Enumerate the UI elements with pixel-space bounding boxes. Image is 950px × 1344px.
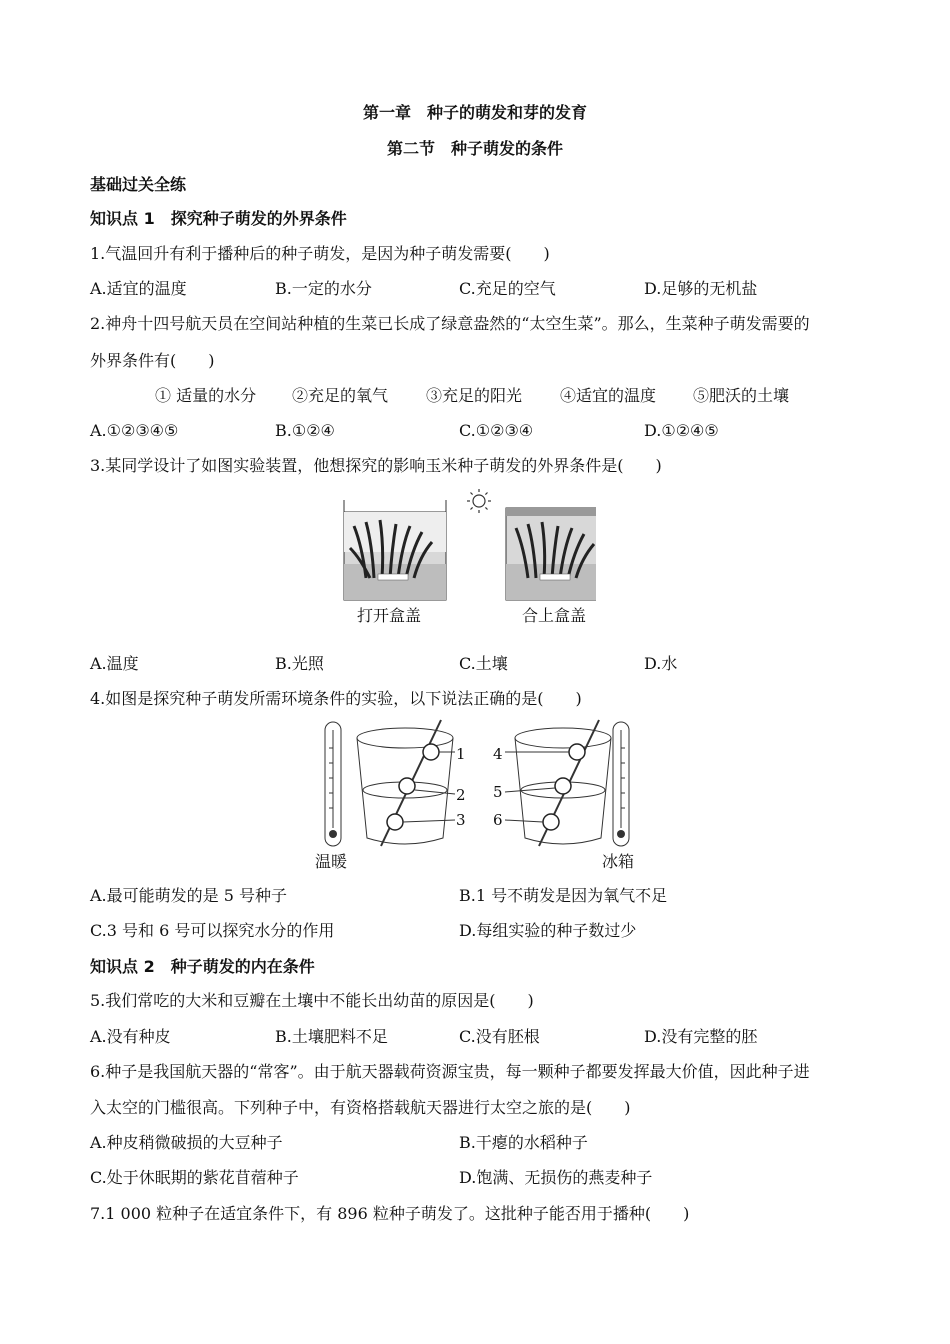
q2-item-1: ① 适量的水分 bbox=[155, 386, 257, 405]
knowledge-point-2: 知识点 2 种子萌发的内在条件 bbox=[90, 957, 315, 976]
q5-option-c: C.没有胚根 bbox=[459, 1027, 540, 1046]
q6-option-a: A.种皮稍微破损的大豆种子 bbox=[90, 1133, 283, 1152]
question-7: 7.1 000 粒种子在适宜条件下，有 896 粒种子萌发了。这批种子能否用于播种( ) bbox=[90, 1204, 690, 1223]
q3-left-caption: 打开盒盖 bbox=[357, 606, 422, 625]
q1-option-d: D.足够的无机盐 bbox=[644, 279, 758, 298]
q1-option-c: C.充足的空气 bbox=[459, 279, 556, 298]
question-2-line-2: 外界条件有( ) bbox=[90, 351, 215, 370]
q4-option-c: C.3 号和 6 号可以探究水分的作用 bbox=[90, 921, 335, 940]
q2-option-b: B.①②④ bbox=[275, 421, 335, 440]
q1-option-a: A.适宜的温度 bbox=[90, 279, 187, 298]
seed-label-6: 6 bbox=[493, 811, 503, 829]
practice-title: 基础过关全练 bbox=[90, 175, 187, 194]
q3-figure bbox=[336, 486, 596, 606]
q6-option-d: D.饱满、无损伤的燕麦种子 bbox=[459, 1168, 653, 1187]
q2-item-3: ③充足的阳光 bbox=[426, 386, 523, 405]
q3-right-caption: 合上盒盖 bbox=[522, 606, 587, 625]
q5-option-a: A.没有种皮 bbox=[90, 1027, 171, 1046]
q3-option-d: D.水 bbox=[644, 654, 678, 673]
question-6-line-2: 入太空的门槛很高。下列种子中，有资格搭载航天器进行太空之旅的是( ) bbox=[90, 1098, 631, 1117]
q5-option-d: D.没有完整的胚 bbox=[644, 1027, 758, 1046]
left-seeds bbox=[387, 744, 439, 830]
q4-option-b: B.1 号不萌发是因为氧气不足 bbox=[459, 886, 668, 905]
q2-item-5: ⑤肥沃的土壤 bbox=[693, 386, 790, 405]
q4-figure bbox=[315, 718, 635, 850]
seed-label-1: 1 bbox=[456, 745, 466, 763]
thermometer-icon bbox=[325, 722, 341, 846]
q2-item-4: ④适宜的温度 bbox=[560, 386, 657, 405]
question-1: 1.气温回升有利于播种后的种子萌发，是因为种子萌发需要( ) bbox=[90, 244, 550, 263]
closed-box-photo bbox=[506, 508, 596, 600]
seed-label-5: 5 bbox=[493, 783, 503, 801]
sun-icon bbox=[467, 489, 491, 513]
q2-item-2: ②充足的氧气 bbox=[292, 386, 389, 405]
right-seeds bbox=[543, 744, 585, 830]
q6-option-c: C.处于休眠期的紫花苜蓿种子 bbox=[90, 1168, 299, 1187]
thermometer-icon bbox=[613, 722, 629, 846]
q3-option-b: B.光照 bbox=[275, 654, 324, 673]
question-5: 5.我们常吃的大米和豆瓣在土壤中不能长出幼苗的原因是( ) bbox=[90, 991, 534, 1010]
open-box-photo bbox=[344, 500, 446, 600]
knowledge-point-1: 知识点 1 探究种子萌发的外界条件 bbox=[90, 209, 347, 228]
q1-option-b: B.一定的水分 bbox=[275, 279, 372, 298]
seed-label-4: 4 bbox=[493, 745, 503, 763]
question-4: 4.如图是探究种子萌发所需环境条件的实验，以下说法正确的是( ) bbox=[90, 689, 582, 708]
seed-label-3: 3 bbox=[456, 811, 466, 829]
q4-option-a: A.最可能萌发的是 5 号种子 bbox=[90, 886, 287, 905]
q2-option-d: D.①②④⑤ bbox=[644, 421, 719, 440]
section-title: 第二节 种子萌发的条件 bbox=[386, 139, 563, 158]
q6-option-b: B.干瘪的水稻种子 bbox=[459, 1133, 588, 1152]
chapter-title: 第一章 种子的萌发和芽的发育 bbox=[362, 103, 587, 122]
question-2-line-1: 2.神舟十四号航天员在空间站种植的生菜已长成了绿意盎然的“太空生菜”。那么，生菜种子萌发需要的 bbox=[90, 314, 810, 333]
q2-option-c: C.①②③④ bbox=[459, 421, 534, 440]
q3-option-c: C.土壤 bbox=[459, 654, 508, 673]
question-3: 3.某同学设计了如图实验装置，他想探究的影响玉米种子萌发的外界条件是( ) bbox=[90, 456, 662, 475]
q4-option-d: D.每组实验的种子数过少 bbox=[459, 921, 637, 940]
q3-option-a: A.温度 bbox=[90, 654, 139, 673]
q5-option-b: B.土壤肥料不足 bbox=[275, 1027, 388, 1046]
seed-label-2: 2 bbox=[456, 786, 466, 804]
q4-right-caption: 冰箱 bbox=[602, 852, 635, 871]
question-6-line-1: 6.种子是我国航天器的“常客”。由于航天器载荷资源宝贵，每一颗种子都要发挥最大价值，因此种子进 bbox=[90, 1062, 810, 1081]
q4-left-caption: 温暖 bbox=[315, 852, 348, 871]
q2-option-a: A.①②③④⑤ bbox=[90, 421, 179, 440]
